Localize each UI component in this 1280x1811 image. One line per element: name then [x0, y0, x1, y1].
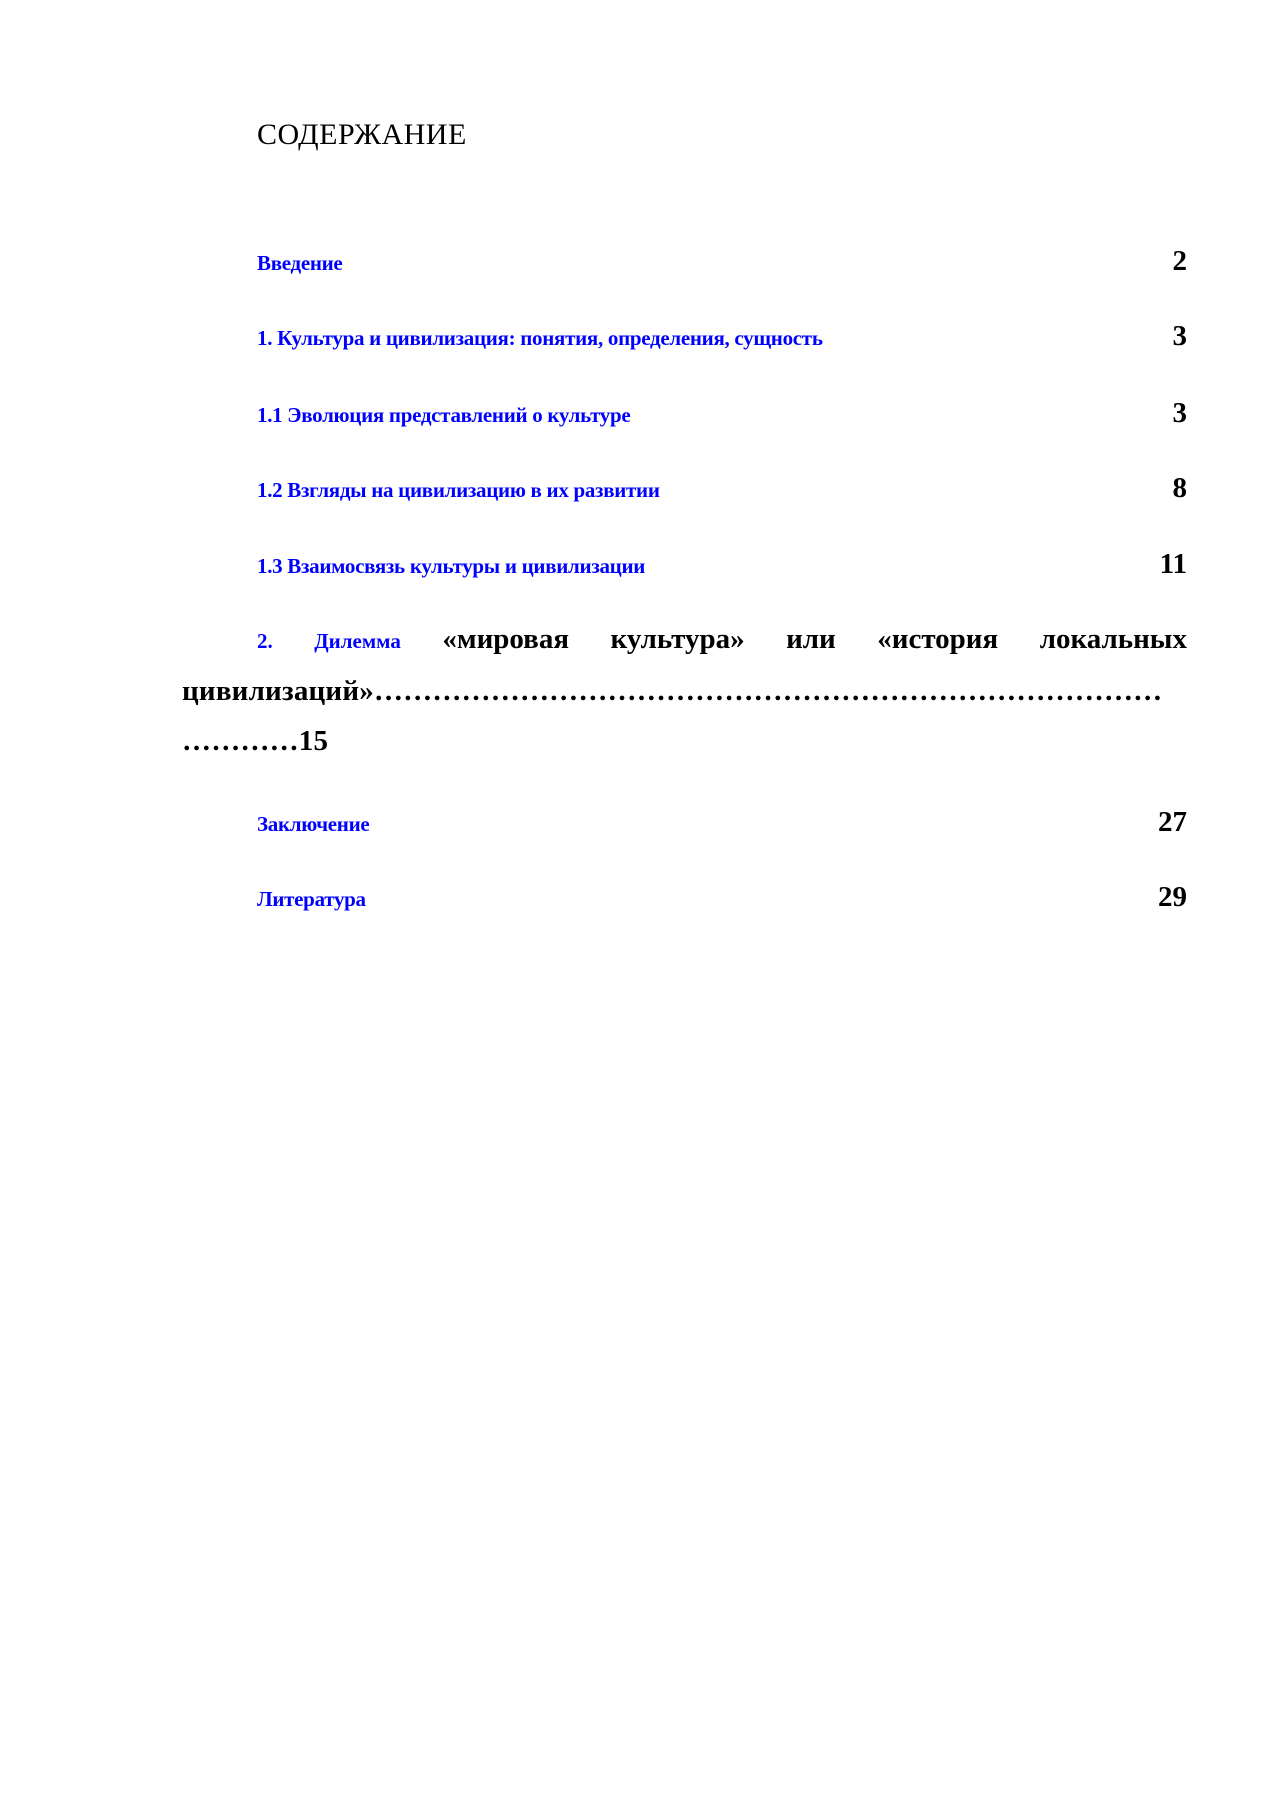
toc-entry-label[interactable]: Введение — [257, 251, 343, 275]
toc-chapter-2-line-1 — [182, 614, 1187, 666]
toc-entry-label[interactable]: 1. Культура и цивилизация: понятия, определения, сущность — [257, 326, 823, 350]
toc-entry-introduction[interactable] — [257, 238, 1187, 282]
toc-chapter-2-word[interactable]: Дилемма — [314, 629, 401, 653]
toc-page-number: 11 — [1159, 548, 1187, 580]
toc-entry-label[interactable]: Литература — [257, 887, 366, 911]
toc-entry-label[interactable]: Заключение — [257, 812, 370, 836]
toc-page-number: 2 — [1172, 245, 1187, 277]
toc-page-number: 8 — [1172, 472, 1187, 504]
toc-entry-conclusion[interactable] — [257, 799, 1187, 843]
page-title: СОДЕРЖАНИЕ — [257, 118, 467, 151]
toc-chapter-2-text: «мировая — [442, 623, 570, 655]
toc-chapter-2-line-3: …………15 — [182, 725, 329, 757]
toc-chapter-2-text: локальных — [1039, 623, 1187, 655]
toc-entry-section-1-1[interactable] — [257, 390, 1187, 434]
toc-entry-section-1-3[interactable] — [257, 541, 1187, 585]
toc-chapter-2-line-2: цивилизаций»……………………………………………………………………… — [182, 675, 1163, 707]
toc-chapter-2-text: или — [786, 623, 836, 655]
toc-entry-chapter-1[interactable] — [257, 313, 1187, 357]
toc-entry-chapter-2[interactable] — [182, 614, 1187, 766]
toc-entry-literature[interactable] — [257, 874, 1187, 918]
toc-entry-section-1-2[interactable] — [257, 465, 1187, 509]
toc-entry-label[interactable]: 1.3 Взаимосвязь культуры и цивилизации — [257, 554, 646, 578]
toc-entry-label[interactable]: 1.1 Эволюция представлений о культуре — [257, 403, 631, 427]
toc-page-number: 29 — [1158, 881, 1187, 913]
toc-page-number: 3 — [1172, 397, 1187, 429]
toc-page-number: 3 — [1172, 320, 1187, 352]
toc-chapter-2-text: культура» — [610, 623, 745, 655]
toc-entry-label[interactable]: 1.2 Взгляды на цивилизацию в их развитии — [257, 478, 660, 502]
toc-chapter-2-text: «история — [877, 623, 999, 655]
toc-chapter-2-number[interactable]: 2. — [257, 629, 273, 653]
toc-page-number: 27 — [1158, 806, 1187, 838]
